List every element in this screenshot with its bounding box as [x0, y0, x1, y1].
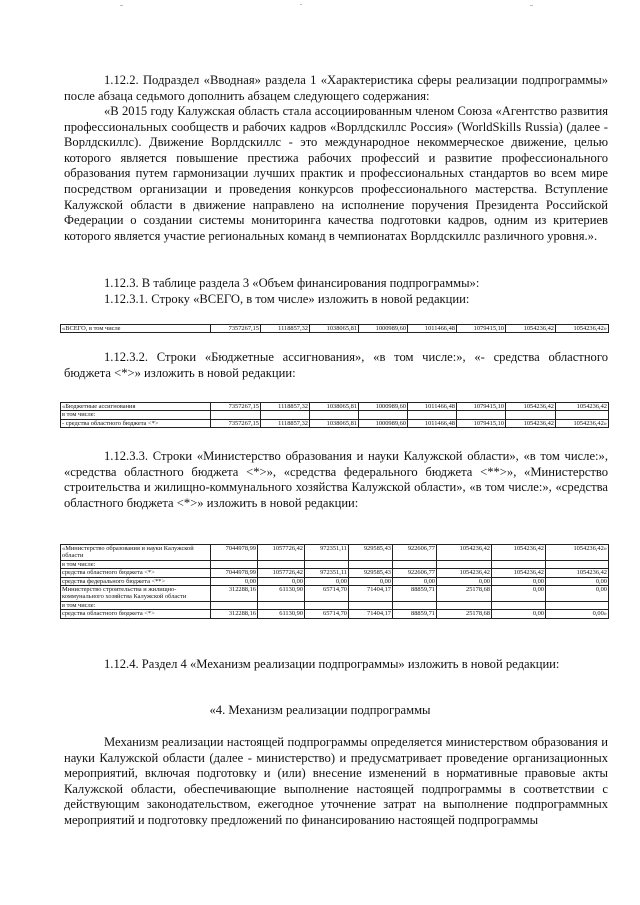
row-label-cell: в том числе:: [61, 411, 211, 419]
value-cell: [211, 560, 258, 568]
row-label-cell: «Бюджетные ассигнования: [61, 403, 211, 411]
value-cell: 25178,68: [437, 610, 492, 618]
paragraph-worldskills: «В 2015 году Калужская область стала ассоциированным членом Союза «Агентство развития профессиональных сообществ и рабочих кадров «Ворлдскиллс Россия» (WorldSkills Russia) (далее - Ворлдскиллс). Движение Ворлдскиллс - это международное некоммерческое движение, целью которого является повышение престижа рабочих профессий и развитие профессионального образования путем гармонизации лучших практик и профессиональных стандартов во всем мире посредством организации и проведения конкурсов профессионального мастерства. Вступление Калужской области в движение направлено на исполнение поручения Президента Российской Федерации о создании системы мониторинга качества подготовки кадров, одним из критериев которого является участие региональных команд в чемпионатах Ворлдскиллс различного уровня.».: [64, 104, 608, 243]
value-cell: 65714,70: [305, 610, 349, 618]
value-cell: 1079415,10: [457, 403, 506, 411]
value-cell: 0,00: [258, 577, 305, 585]
value-cell: 1054236,42: [546, 569, 609, 577]
scan-mark: [120, 5, 123, 6]
value-cell: 929585,43: [349, 545, 393, 561]
value-cell: 61130,90: [258, 610, 305, 618]
table-budget: [60, 402, 609, 428]
row-label-cell: - средства областного бюджета <*>: [61, 419, 211, 427]
table-row: [61, 325, 609, 333]
row-label-cell: средства областного бюджета <*>: [61, 610, 211, 618]
value-cell: 1038065,81: [310, 403, 359, 411]
value-cell: [492, 560, 546, 568]
row-label-cell: в том числе:: [61, 560, 211, 568]
value-cell: 972351,11: [305, 545, 349, 561]
table-row: [61, 610, 609, 618]
table-row: [61, 545, 609, 561]
value-cell: 1057726,42: [258, 545, 305, 561]
value-cell: 1038065,81: [310, 325, 359, 333]
table-row: [61, 403, 609, 411]
value-cell: 1054236,42: [437, 569, 492, 577]
value-cell: [457, 411, 506, 419]
value-cell: 0,00: [437, 577, 492, 585]
value-cell: [258, 560, 305, 568]
value-cell: 1054236,42»: [546, 545, 609, 561]
value-cell: [437, 560, 492, 568]
row-label-cell: Министерство строительства и жилищно-коммунального хозяйства Калужской области: [61, 586, 211, 602]
value-cell: 1054236,42: [506, 325, 556, 333]
value-cell: [261, 411, 310, 419]
row-label-cell: средства федерального бюджета <**>: [61, 577, 211, 585]
value-cell: 1054236,42: [492, 545, 546, 561]
value-cell: 1054236,42: [556, 403, 609, 411]
value-cell: 1011466,48: [408, 419, 457, 427]
value-cell: 1079415,10: [457, 419, 506, 427]
value-cell: 0,00: [305, 577, 349, 585]
value-cell: [492, 601, 546, 609]
value-cell: 1000989,60: [359, 325, 408, 333]
table-row: [61, 577, 609, 585]
value-cell: 0,00»: [546, 610, 609, 618]
value-cell: 1000989,60: [359, 419, 408, 427]
paragraph-1-12-3-1: 1.12.3.1. Строку «ВСЕГО, в том числе» изложить в новой редакции:: [104, 292, 470, 306]
value-cell: 1118857,32: [261, 403, 310, 411]
value-cell: [359, 411, 408, 419]
paragraph-1-12-3-3: 1.12.3.3. Строки «Министерство образования и науки Калужской области», «в том числе:», «средства областного бюджета <*>», «средства федерального бюджета <**>», «Министерство строительства и жилищно-коммунального хозяйства Калужской области», «в том числе:», «средства областного бюджета <*>» изложить в новой редакции:: [64, 449, 608, 510]
table-row: [61, 569, 609, 577]
value-cell: 88859,71: [393, 586, 437, 602]
value-cell: 7044978,99: [211, 545, 258, 561]
value-cell: 1054236,42: [506, 403, 556, 411]
value-cell: 1079415,10: [457, 325, 506, 333]
paragraph-1-12-3-2: 1.12.3.2. Строки «Бюджетные ассигнования», «в том числе:», «- средства областного бюджета <*>» изложить в новой редакции:: [64, 350, 608, 380]
value-cell: 88859,71: [393, 610, 437, 618]
value-cell: 922606,77: [393, 569, 437, 577]
value-cell: 1054236,42: [492, 569, 546, 577]
paragraph-mechanism: Механизм реализации настоящей подпрограммы определяется министерством образования и науки Калужской области (далее - министерство) и предусматривает проведение организационных мероприятий, включая подготовку и (или) внесение изменений в нормативные правовые акты Калужской области, обеспечивающие выполнение настоящей подпрограммы в соответствии с действующим законодательством, ежегодное уточнение затрат на выполнение подпрограммных мероприятий и подготовку предложений по финансированию настоящей подпрограммы: [64, 735, 608, 827]
value-cell: [211, 601, 258, 609]
value-cell: 0,00: [393, 577, 437, 585]
value-cell: 1118857,32: [261, 419, 310, 427]
value-cell: 1011466,48: [408, 325, 457, 333]
value-cell: 0,00: [546, 586, 609, 602]
paragraph-1-12-3: 1.12.3. В таблице раздела 3 «Объем финансирования подпрограммы»:: [104, 276, 480, 290]
value-cell: [556, 411, 609, 419]
table-ministries: [60, 544, 609, 619]
value-cell: [393, 560, 437, 568]
value-cell: [546, 601, 609, 609]
value-cell: 312288,16: [211, 586, 258, 602]
value-cell: [506, 411, 556, 419]
value-cell: 1118857,32: [261, 325, 310, 333]
value-cell: 0,00: [492, 610, 546, 618]
paragraph-1-12-4: 1.12.4. Раздел 4 «Механизм реализации подпрограммы» изложить в новой редакции:: [104, 657, 560, 671]
value-cell: [310, 411, 359, 419]
value-cell: [305, 560, 349, 568]
value-cell: 922606,77: [393, 545, 437, 561]
value-cell: 1000989,60: [359, 403, 408, 411]
value-cell: 7044978,99: [211, 569, 258, 577]
value-cell: 312288,16: [211, 610, 258, 618]
value-cell: [393, 601, 437, 609]
value-cell: [211, 411, 261, 419]
value-cell: [349, 560, 393, 568]
row-label-cell: «ВСЕГО, в том числе: [61, 325, 211, 333]
value-cell: 71404,17: [349, 586, 393, 602]
value-cell: [408, 411, 457, 419]
value-cell: 65714,70: [305, 586, 349, 602]
value-cell: 61130,90: [258, 586, 305, 602]
value-cell: 0,00: [492, 577, 546, 585]
value-cell: 7357267,15: [211, 403, 261, 411]
value-cell: 0,00: [349, 577, 393, 585]
value-cell: 7357267,15: [211, 419, 261, 427]
value-cell: [437, 601, 492, 609]
table-total: [60, 324, 609, 333]
value-cell: 972351,11: [305, 569, 349, 577]
value-cell: 0,00: [211, 577, 258, 585]
value-cell: 7357267,15: [211, 325, 261, 333]
value-cell: 929585,43: [349, 569, 393, 577]
value-cell: [349, 601, 393, 609]
table-row: [61, 586, 609, 602]
value-cell: 0,00: [546, 577, 609, 585]
table-row: [61, 560, 609, 568]
scan-mark: [300, 4, 302, 5]
table-row: [61, 411, 609, 419]
row-label-cell: в том числе:: [61, 601, 211, 609]
scan-mark: [530, 5, 533, 6]
value-cell: 71404,17: [349, 610, 393, 618]
table-row: [61, 419, 609, 427]
value-cell: [258, 601, 305, 609]
paragraph-1-12-2: 1.12.2. Подраздел «Вводная» раздела 1 «Характеристика сферы реализации подпрограммы» после абзаца седьмого дополнить абзацем следующего содержания:: [64, 73, 608, 103]
section-heading: «4. Механизм реализации подпрограммы: [209, 703, 431, 717]
value-cell: 1054236,42: [437, 545, 492, 561]
value-cell: 25178,68: [437, 586, 492, 602]
row-label-cell: «Министерство образования и науки Калужской области: [61, 545, 211, 561]
value-cell: 1011466,48: [408, 403, 457, 411]
value-cell: 0,00: [492, 586, 546, 602]
row-label-cell: средства областного бюджета <*>: [61, 569, 211, 577]
value-cell: [305, 601, 349, 609]
value-cell: 1054236,42: [506, 419, 556, 427]
value-cell: 1054236,42»: [556, 419, 609, 427]
value-cell: 1057726,42: [258, 569, 305, 577]
value-cell: [546, 560, 609, 568]
value-cell: 1054236,42»: [556, 325, 609, 333]
table-row: [61, 601, 609, 609]
value-cell: 1038065,81: [310, 419, 359, 427]
